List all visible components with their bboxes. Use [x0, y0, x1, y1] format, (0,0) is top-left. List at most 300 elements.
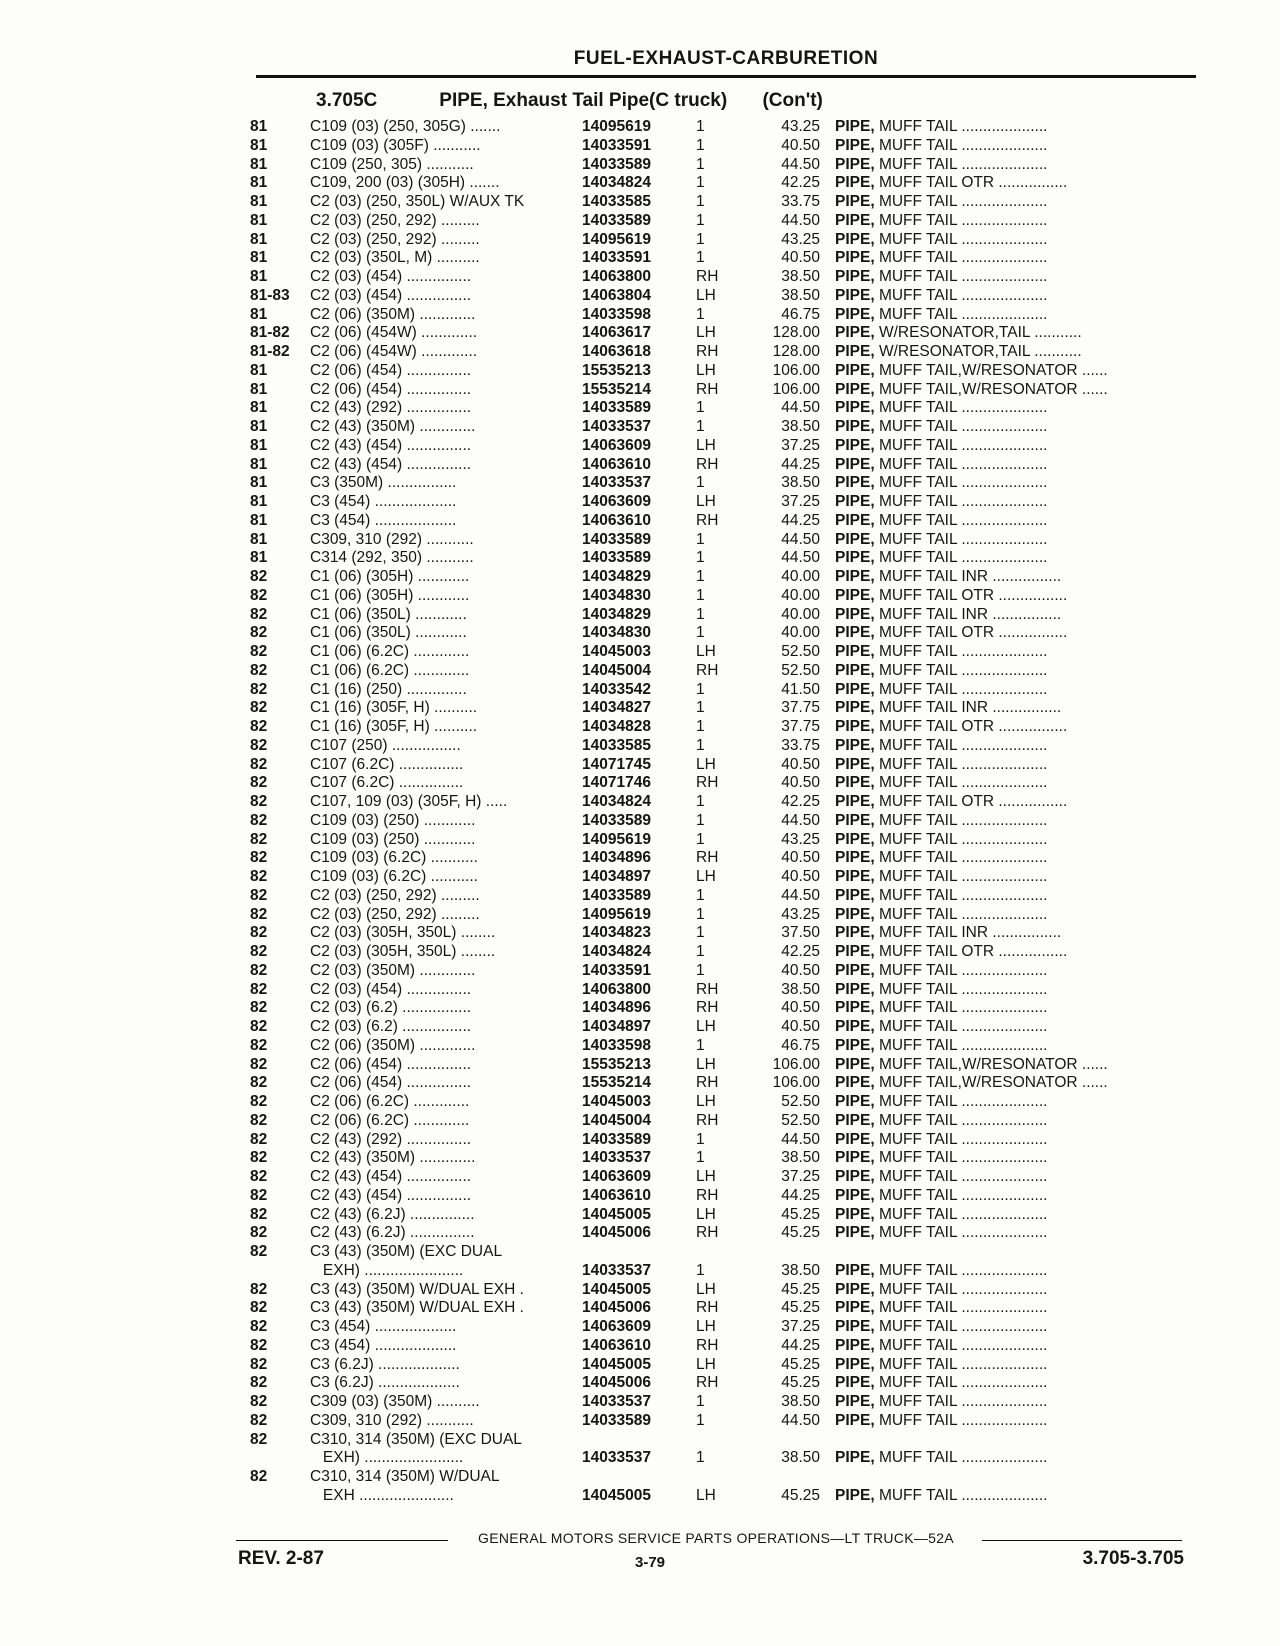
row-quantity: 1 [696, 568, 705, 585]
row-application: C2 (03) (6.2) ................ [310, 1018, 472, 1035]
table-row [250, 1374, 1200, 1393]
row-part-number: 14045006 [582, 1224, 651, 1242]
table-row [250, 1206, 1200, 1225]
row-quantity: LH [696, 1093, 716, 1110]
row-application: C107, 109 (03) (305F, H) ..... [310, 793, 508, 810]
table-row [250, 924, 1200, 943]
table-row [250, 456, 1200, 475]
table-row [250, 962, 1200, 981]
row-description [835, 812, 1200, 831]
row-price: 38.50 [781, 268, 820, 285]
row-description-text: MUFF TAIL INR ................ [874, 605, 1062, 623]
table-row [250, 1262, 1200, 1281]
row-description-prefix: PIPE, [835, 1393, 875, 1410]
row-description [835, 399, 1200, 418]
row-price: 106.00 [772, 1074, 820, 1092]
row-part-number: 14045004 [582, 661, 651, 679]
row-description [835, 1206, 1200, 1225]
row-application: C2 (06) (350M) ............. [310, 305, 476, 323]
row-description-text: MUFF TAIL .................... [874, 811, 1048, 829]
row-description-prefix: PIPE, [835, 1318, 875, 1335]
row-quantity: 1 [696, 1036, 705, 1054]
row-description [835, 174, 1200, 193]
row-description-prefix: PIPE, [835, 1093, 875, 1110]
row-year: 82 [250, 1374, 268, 1392]
table-row [250, 1299, 1200, 1318]
row-description-prefix: PIPE, [835, 961, 875, 979]
row-description [835, 1393, 1200, 1412]
row-year: 82 [250, 1130, 268, 1148]
row-description-prefix: PIPE, [835, 905, 875, 923]
row-quantity: LH [696, 643, 716, 660]
row-description-text: MUFF TAIL OTR ................ [874, 718, 1068, 735]
row-description [835, 1299, 1200, 1318]
row-description-prefix: PIPE, [835, 155, 875, 173]
row-part-number: 14045006 [582, 1374, 651, 1392]
row-description-prefix: PIPE, [835, 718, 875, 735]
row-application: C109 (03) (305F) ........... [310, 136, 481, 154]
row-description [835, 943, 1200, 962]
table-row [250, 362, 1200, 381]
row-application: C107 (6.2C) ............... [310, 755, 464, 773]
row-description [835, 924, 1200, 943]
row-description [835, 381, 1200, 400]
row-description-text: MUFF TAIL .................... [874, 1280, 1048, 1298]
row-description [835, 1037, 1200, 1056]
row-part-number: 15535213 [582, 361, 651, 379]
row-description-prefix: PIPE, [835, 249, 875, 267]
row-application: C2 (03) (454) ............... [310, 286, 472, 304]
row-description-text: MUFF TAIL .................... [874, 399, 1048, 417]
row-description [835, 1074, 1200, 1093]
row-description-prefix: PIPE, [835, 1205, 875, 1223]
row-application: C1 (06) (350L) ............ [310, 624, 467, 642]
row-description-text: MUFF TAIL .................... [874, 736, 1048, 754]
row-part-number: 14034823 [582, 924, 651, 942]
row-description-prefix: PIPE, [835, 1355, 875, 1373]
row-quantity: 1 [696, 174, 705, 192]
row-description [835, 1056, 1200, 1075]
row-price: 38.50 [781, 1449, 820, 1467]
row-description-prefix: PIPE, [835, 1018, 875, 1035]
row-part-number: 14033542 [582, 680, 651, 698]
footer-section-range: 3.705-3.705 [1082, 1548, 1184, 1569]
row-part-number: 14045005 [582, 1486, 651, 1504]
row-part-number: 14033537 [582, 1149, 651, 1167]
row-price: 44.25 [781, 1186, 820, 1204]
row-quantity: LH [696, 755, 716, 773]
table-row [250, 381, 1200, 400]
row-description-prefix: PIPE, [835, 418, 875, 435]
row-description-prefix: PIPE, [835, 436, 875, 454]
row-description-prefix: PIPE, [835, 530, 875, 548]
row-application: C2 (03) (250, 292) ......... [310, 905, 480, 923]
row-price: 38.50 [781, 1261, 820, 1279]
row-description-text: MUFF TAIL .................... [874, 193, 1048, 210]
row-description-prefix: PIPE, [835, 1374, 875, 1392]
row-quantity: 1 [696, 474, 705, 492]
row-description-text: MUFF TAIL OTR ................ [874, 943, 1068, 960]
row-year: 82 [250, 961, 268, 979]
table-row [250, 137, 1200, 156]
table-row [250, 268, 1200, 287]
table-row [250, 812, 1200, 831]
row-application: C310, 314 (350M) (EXC DUAL [310, 1430, 522, 1448]
row-price: 38.50 [781, 286, 820, 304]
row-quantity: RH [696, 380, 719, 398]
table-row [250, 1468, 1200, 1487]
row-year: 81 [250, 268, 268, 285]
row-part-number: 14033589 [582, 530, 651, 548]
row-description-prefix: PIPE, [835, 736, 875, 754]
row-description-text: MUFF TAIL .................... [874, 999, 1048, 1017]
row-price: 44.50 [781, 811, 820, 829]
row-application: C1 (16) (305F, H) .......... [310, 718, 478, 735]
row-quantity: 1 [696, 399, 705, 417]
row-year: 81 [250, 361, 268, 379]
row-price: 42.25 [781, 943, 820, 960]
row-description-prefix: PIPE, [835, 118, 875, 135]
table-row [250, 718, 1200, 737]
row-description-prefix: PIPE, [835, 193, 875, 210]
table-row [250, 793, 1200, 812]
row-description [835, 324, 1200, 343]
row-description [835, 962, 1200, 981]
footer-rule-left [236, 1540, 448, 1541]
row-quantity: RH [696, 343, 719, 360]
row-part-number: 14095619 [582, 118, 651, 135]
row-description [835, 474, 1200, 493]
table-row [250, 418, 1200, 437]
row-description-text: MUFF TAIL .................... [874, 136, 1048, 154]
row-year: 81 [250, 230, 268, 248]
row-description-text: MUFF TAIL .................... [874, 905, 1048, 923]
row-description-text: MUFF TAIL,W/RESONATOR ...... [874, 361, 1108, 379]
row-description-prefix: PIPE, [835, 849, 875, 867]
row-description-text: MUFF TAIL .................... [874, 774, 1048, 792]
row-price: 37.75 [781, 718, 820, 735]
row-year: 82 [250, 774, 268, 792]
row-description-prefix: PIPE, [835, 305, 875, 323]
row-application: C2 (06) (6.2C) ............. [310, 1093, 470, 1110]
row-price: 40.50 [781, 961, 820, 979]
row-year: 82 [250, 980, 268, 998]
table-row [250, 906, 1200, 925]
table-row [250, 156, 1200, 175]
row-application: C2 (43) (454) ............... [310, 1186, 472, 1204]
table-row [250, 231, 1200, 250]
row-part-number: 14033589 [582, 549, 651, 567]
row-description-prefix: PIPE, [835, 980, 875, 998]
table-row [250, 1149, 1200, 1168]
row-year: 81 [250, 455, 268, 473]
row-year: 81 [250, 511, 268, 529]
row-quantity: 1 [696, 1411, 705, 1429]
row-price: 33.75 [781, 736, 820, 754]
table-row [250, 681, 1200, 700]
row-year: 82 [250, 1205, 268, 1223]
row-price: 52.50 [781, 661, 820, 679]
table-row [250, 1018, 1200, 1037]
row-year: 81 [250, 118, 268, 135]
section-continued: (Con't) [762, 90, 823, 111]
row-part-number: 15535214 [582, 380, 651, 398]
row-price: 52.50 [781, 1093, 820, 1110]
row-description-text: MUFF TAIL OTR ................ [874, 624, 1068, 642]
row-application: C2 (43) (292) ............... [310, 1130, 472, 1148]
row-application: C3 (6.2J) ................... [310, 1355, 460, 1373]
row-part-number: 14033591 [582, 249, 651, 267]
row-year: 82 [250, 1318, 268, 1335]
row-quantity: RH [696, 1111, 719, 1129]
row-application: C2 (03) (6.2) ................ [310, 999, 472, 1017]
row-year: 81 [250, 474, 268, 492]
row-description [835, 1374, 1200, 1393]
row-part-number: 14063617 [582, 324, 651, 342]
row-year: 82 [250, 718, 268, 735]
row-description [835, 287, 1200, 306]
row-price: 41.50 [781, 680, 820, 698]
row-description-prefix: PIPE, [835, 624, 875, 642]
table-row [250, 531, 1200, 550]
row-application: C2 (06) (454) ............... [310, 380, 472, 398]
row-price: 40.00 [781, 568, 820, 585]
row-application: C109 (03) (250) ............ [310, 830, 476, 848]
row-description-text: MUFF TAIL .................... [874, 961, 1048, 979]
row-description-prefix: PIPE, [835, 1486, 875, 1504]
row-application: C3 (6.2J) ................... [310, 1374, 460, 1392]
row-year: 82 [250, 1168, 268, 1185]
row-description-text: MUFF TAIL .................... [874, 436, 1048, 454]
row-description [835, 118, 1200, 137]
row-price: 43.25 [781, 118, 820, 135]
row-description [835, 249, 1200, 268]
row-part-number: 14063609 [582, 493, 651, 510]
table-row [250, 1093, 1200, 1112]
row-part-number: 14034830 [582, 624, 651, 642]
table-row [250, 1037, 1200, 1056]
table-row [250, 1449, 1200, 1468]
row-description [835, 849, 1200, 868]
row-part-number: 14033589 [582, 155, 651, 173]
row-year: 82 [250, 680, 268, 698]
row-description [835, 793, 1200, 812]
row-description [835, 1449, 1200, 1468]
row-part-number: 14034896 [582, 999, 651, 1017]
row-year: 82 [250, 1336, 268, 1354]
page-header-title: FUEL-EXHAUST-CARBURETION [573, 48, 879, 69]
row-description-text: MUFF TAIL .................... [874, 1036, 1048, 1054]
row-description-text: MUFF TAIL .................... [874, 980, 1048, 998]
row-description-text: MUFF TAIL .................... [874, 1149, 1048, 1167]
row-description-prefix: PIPE, [835, 755, 875, 773]
table-row [250, 587, 1200, 606]
row-application: C314 (292, 350) ........... [310, 549, 474, 567]
row-price: 40.50 [781, 868, 820, 885]
table-row [250, 1168, 1200, 1187]
row-price: 128.00 [772, 324, 820, 342]
table-row [250, 943, 1200, 962]
table-row [250, 1431, 1200, 1450]
row-quantity: RH [696, 999, 719, 1017]
row-price: 44.50 [781, 211, 820, 229]
row-description [835, 1487, 1200, 1506]
row-description-text: MUFF TAIL .................... [874, 1411, 1048, 1429]
row-description-text: MUFF TAIL .................... [874, 305, 1048, 323]
row-description [835, 643, 1200, 662]
row-application: C2 (06) (6.2C) ............. [310, 1111, 470, 1129]
row-price: 45.25 [781, 1224, 820, 1242]
row-year: 82 [250, 568, 268, 585]
row-description-prefix: PIPE, [835, 380, 875, 398]
row-year: 82 [250, 736, 268, 754]
row-description-prefix: PIPE, [835, 1149, 875, 1167]
row-part-number: 15535213 [582, 1055, 651, 1073]
row-application: EXH) ....................... [310, 1449, 464, 1467]
row-quantity: 1 [696, 718, 705, 735]
row-price: 128.00 [772, 343, 820, 360]
row-price: 44.25 [781, 1336, 820, 1354]
row-description-text: MUFF TAIL .................... [874, 211, 1048, 229]
row-description [835, 268, 1200, 287]
row-year: 82 [250, 1411, 268, 1429]
row-quantity: LH [696, 1168, 716, 1185]
row-description [835, 624, 1200, 643]
row-application: C309 (03) (350M) .......... [310, 1393, 480, 1410]
row-application: C3 (454) ................... [310, 493, 457, 510]
row-part-number: 14034828 [582, 718, 651, 735]
row-application: C109 (03) (250, 305G) ....... [310, 118, 501, 135]
row-part-number: 14063610 [582, 1186, 651, 1204]
row-part-number: 14063804 [582, 286, 651, 304]
table-row [250, 831, 1200, 850]
row-quantity: LH [696, 493, 716, 510]
row-price: 38.50 [781, 418, 820, 435]
table-row [250, 474, 1200, 493]
row-description-text: MUFF TAIL INR ................ [874, 568, 1062, 585]
table-row [250, 1243, 1200, 1262]
row-part-number: 14033589 [582, 886, 651, 904]
row-part-number: 14095619 [582, 830, 651, 848]
row-description-text: MUFF TAIL .................... [874, 493, 1048, 510]
row-price: 44.50 [781, 155, 820, 173]
row-application: C107 (6.2C) ............... [310, 774, 464, 792]
row-description [835, 681, 1200, 700]
row-description-prefix: PIPE, [835, 174, 875, 192]
row-description-prefix: PIPE, [835, 1168, 875, 1185]
row-application: C2 (43) (292) ............... [310, 399, 472, 417]
table-row [250, 1412, 1200, 1431]
row-price: 52.50 [781, 643, 820, 660]
row-year: 81 [250, 305, 268, 323]
row-description-prefix: PIPE, [835, 493, 875, 510]
row-price: 45.25 [781, 1280, 820, 1298]
table-row [250, 981, 1200, 1000]
row-part-number: 14063800 [582, 980, 651, 998]
row-application: C2 (43) (454) ............... [310, 455, 472, 473]
row-year: 82 [250, 943, 268, 960]
row-description-text: MUFF TAIL .................... [874, 549, 1048, 567]
row-quantity: RH [696, 849, 719, 867]
row-quantity: LH [696, 324, 716, 342]
row-description-prefix: PIPE, [835, 1186, 875, 1204]
row-description [835, 774, 1200, 793]
row-description [835, 868, 1200, 887]
row-description-text: MUFF TAIL .................... [874, 1186, 1048, 1204]
row-price: 44.25 [781, 511, 820, 529]
row-description [835, 606, 1200, 625]
row-part-number: 14033585 [582, 193, 651, 210]
table-row [250, 512, 1200, 531]
row-application: C2 (43) (6.2J) ............... [310, 1205, 475, 1223]
row-description-text: MUFF TAIL .................... [874, 1205, 1048, 1223]
row-part-number: 14063800 [582, 268, 651, 285]
row-year: 82 [250, 868, 268, 885]
row-quantity: 1 [696, 961, 705, 979]
row-quantity: LH [696, 1486, 716, 1504]
row-description-text: MUFF TAIL .................... [874, 474, 1048, 492]
row-description [835, 437, 1200, 456]
row-price: 44.25 [781, 455, 820, 473]
row-year: 82 [250, 1355, 268, 1373]
row-year: 82 [250, 905, 268, 923]
row-description-text: MUFF TAIL .................... [874, 1299, 1048, 1317]
row-application: C2 (43) (454) ............... [310, 436, 472, 454]
row-description-text: MUFF TAIL .................... [874, 455, 1048, 473]
row-description-text: MUFF TAIL .................... [874, 530, 1048, 548]
row-part-number: 14033537 [582, 418, 651, 435]
row-description-text: MUFF TAIL .................... [874, 249, 1048, 267]
table-row [250, 643, 1200, 662]
row-part-number: 14071745 [582, 755, 651, 773]
row-description-prefix: PIPE, [835, 924, 875, 942]
table-row [250, 868, 1200, 887]
row-part-number: 14034897 [582, 868, 651, 885]
row-description [835, 1224, 1200, 1243]
row-price: 45.25 [781, 1374, 820, 1392]
row-application: C2 (03) (305H, 350L) ........ [310, 924, 496, 942]
row-description [835, 549, 1200, 568]
row-year: 81-82 [250, 324, 290, 342]
row-application: C3 (454) ................... [310, 1336, 457, 1354]
table-row [250, 212, 1200, 231]
row-quantity: 1 [696, 1393, 705, 1410]
row-part-number: 14045003 [582, 643, 651, 660]
row-description-text: W/RESONATOR,TAIL ........... [874, 343, 1082, 360]
row-year: 82 [250, 1074, 268, 1092]
table-row [250, 324, 1200, 343]
row-description-prefix: PIPE, [835, 1055, 875, 1073]
row-description [835, 212, 1200, 231]
row-part-number: 14034897 [582, 1018, 651, 1035]
row-description-text: MUFF TAIL OTR ................ [874, 586, 1068, 604]
row-quantity: 1 [696, 211, 705, 229]
row-description-prefix: PIPE, [835, 1111, 875, 1129]
row-quantity: 1 [696, 624, 705, 642]
row-price: 44.50 [781, 399, 820, 417]
row-part-number: 14045005 [582, 1280, 651, 1298]
row-description [835, 418, 1200, 437]
row-description-prefix: PIPE, [835, 643, 875, 660]
row-part-number: 14033591 [582, 136, 651, 154]
row-description [835, 1356, 1200, 1375]
row-application: C109, 200 (03) (305H) ....... [310, 174, 500, 192]
row-description [835, 1093, 1200, 1112]
row-quantity: 1 [696, 418, 705, 435]
table-row [250, 1074, 1200, 1093]
row-year: 81 [250, 549, 268, 567]
row-part-number: 14063609 [582, 436, 651, 454]
